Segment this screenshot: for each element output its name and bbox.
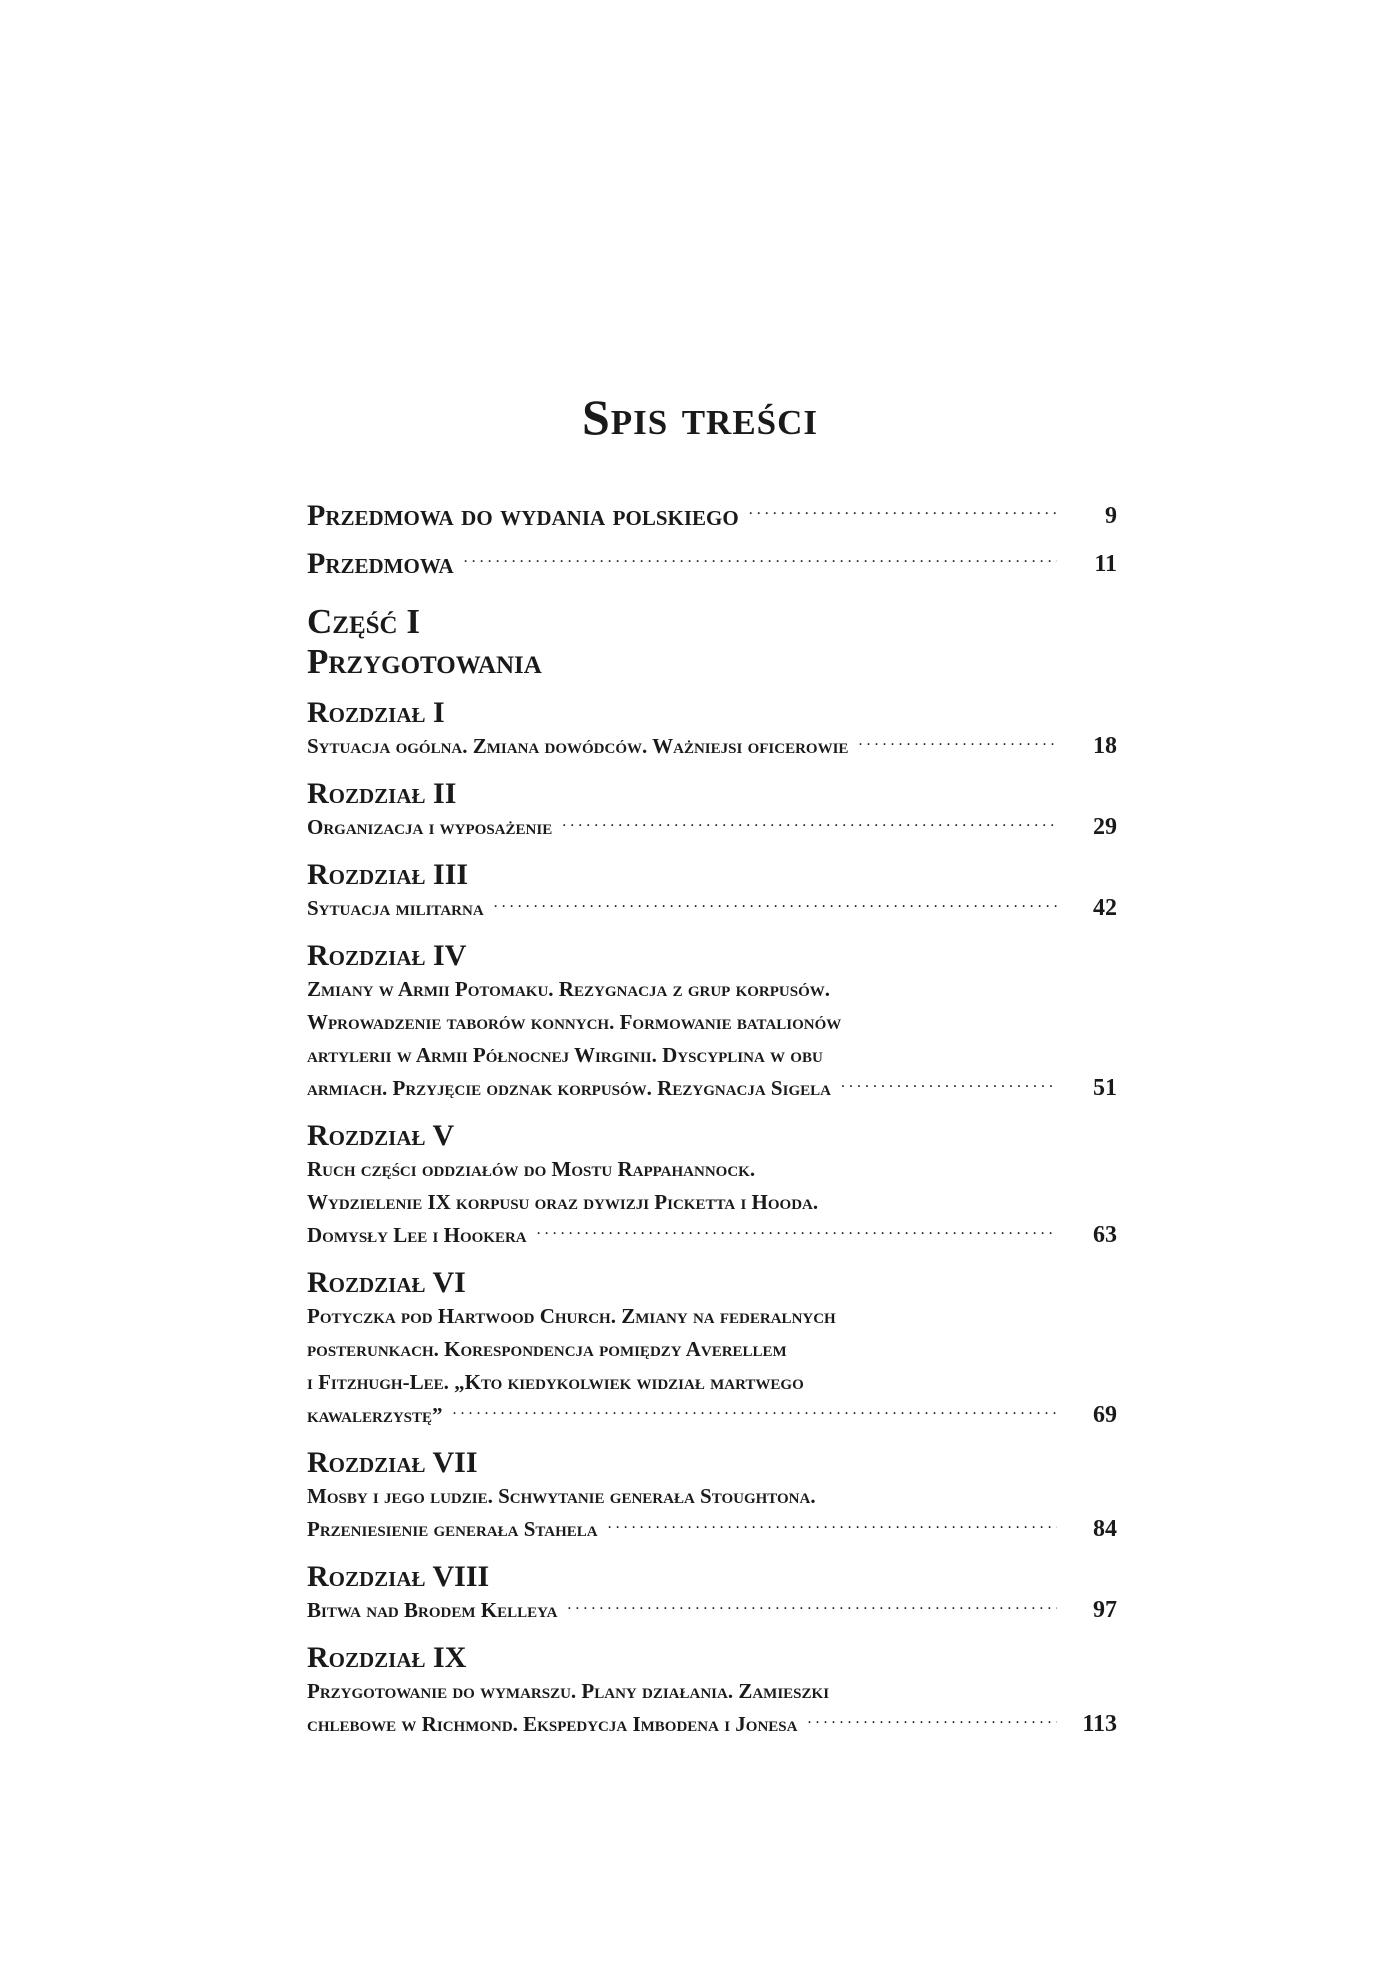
chapter-description-line: chlebowe w Richmond. Ekspedycja Imbodena i Jonesa (307, 1712, 798, 1736)
toc-entry-title: Przedmowa do wydania polskiego (307, 499, 739, 532)
chapter-description-line: kawalerzystę” (307, 1403, 443, 1427)
chapter-last-line (307, 1708, 1117, 1741)
chapter-description (307, 1300, 1117, 1432)
chapter-entry[interactable] (307, 1641, 1117, 1741)
chapter-entry[interactable] (307, 777, 1117, 844)
dot-leader (749, 490, 1057, 530)
chapter-last-line (307, 1219, 1117, 1252)
dot-leader (562, 805, 1057, 838)
chapter-description-line: Bitwa nad Brodem Kelleya (307, 1598, 558, 1622)
part-number: Część I (307, 602, 420, 641)
toc-page-number: 113 (1082, 1711, 1117, 1737)
chapter-list (307, 696, 1117, 1741)
chapter-description (307, 892, 1117, 925)
part-title: Przygotowania (307, 642, 542, 681)
chapter-last-line (307, 1594, 1117, 1627)
table-of-contents (307, 496, 1117, 1741)
dot-leader (807, 1702, 1057, 1735)
chapter-description-line: posterunkach. Korespondencja pomiędzy Averellem (307, 1337, 787, 1361)
toc-page-number: 63 (1093, 1222, 1117, 1248)
chapter-description-line: Przeniesienie generała Stahela (307, 1517, 598, 1541)
chapter-description-line: Organizacja i wyposażenie (307, 815, 553, 839)
chapter-heading: Rozdział II (307, 777, 457, 810)
chapter-entry[interactable] (307, 1266, 1117, 1432)
toc-page-number: 18 (1093, 733, 1117, 759)
chapter-last-line (307, 1399, 1117, 1432)
chapter-last-line (307, 811, 1117, 844)
chapter-description-line: Potyczka pod Hartwood Church. Zmiany na federalnych (307, 1304, 836, 1328)
chapter-description-line: Sytuacja militarna (307, 896, 484, 920)
toc-entry-title: Przedmowa (307, 547, 454, 580)
chapter-description-line: artylerii w Armii Północnej Wirginii. Dyscyplina w obu (307, 1043, 823, 1067)
chapter-description-line: i Fitzhugh-Lee. „Kto kiedykolwiek widział martwego (307, 1370, 804, 1394)
chapter-description (307, 1480, 1117, 1546)
toc-page-number: 69 (1093, 1402, 1117, 1428)
chapter-heading: Rozdział III (307, 858, 469, 891)
toc-page-number: 9 (1105, 503, 1117, 529)
chapter-description-line: armiach. Przyjęcie odznak korpusów. Rezygnacja Sigela (307, 1076, 831, 1100)
toc-page-number: 84 (1093, 1516, 1117, 1542)
dot-leader (841, 1066, 1057, 1099)
toc-entry-front-1[interactable] (307, 544, 1117, 584)
chapter-heading: Rozdział IV (307, 939, 467, 972)
dot-leader (567, 1588, 1057, 1621)
chapter-description-line: Ruch części oddziałów do Mostu Rappahannock. (307, 1157, 756, 1181)
page-title: Spis treści (581, 389, 819, 445)
dot-leader (858, 724, 1057, 757)
chapter-description-line: Mosby i jego ludzie. Schwytanie generała Stoughtona. (307, 1484, 816, 1508)
chapter-entry[interactable] (307, 1560, 1117, 1627)
dot-leader (537, 1213, 1057, 1246)
chapter-entry[interactable] (307, 939, 1117, 1105)
chapter-heading: Rozdział V (307, 1119, 455, 1152)
dot-leader (608, 1507, 1057, 1540)
chapter-last-line (307, 1513, 1117, 1546)
chapter-entry[interactable] (307, 1119, 1117, 1252)
chapter-description-line: Wprowadzenie taborów konnych. Formowanie batalionów (307, 1010, 842, 1034)
part-heading (307, 602, 1117, 682)
chapter-heading: Rozdział VII (307, 1446, 478, 1479)
chapter-last-line (307, 730, 1117, 763)
chapter-last-line (307, 1072, 1117, 1105)
toc-page-number: 51 (1093, 1075, 1117, 1101)
toc-entry-front-0[interactable] (307, 496, 1117, 536)
chapter-last-line (307, 892, 1117, 925)
dot-leader (464, 538, 1057, 578)
toc-page-number: 29 (1093, 814, 1117, 840)
toc-page-number: 42 (1093, 895, 1117, 921)
chapter-description (307, 1675, 1117, 1741)
chapter-heading: Rozdział VIII (307, 1560, 490, 1593)
chapter-description (307, 730, 1117, 763)
chapter-description-line: Przygotowanie do wymarszu. Plany działania. Zamieszki (307, 1679, 830, 1703)
toc-page-number: 97 (1093, 1597, 1117, 1623)
chapter-heading: Rozdział VI (307, 1266, 466, 1299)
chapter-heading: Rozdział I (307, 696, 445, 729)
toc-page-number: 11 (1094, 551, 1117, 577)
chapter-entry[interactable] (307, 696, 1117, 763)
chapter-entry[interactable] (307, 858, 1117, 925)
chapter-description (307, 811, 1117, 844)
chapter-description-line: Sytuacja ogólna. Zmiana dowódców. Ważniejsi oficerowie (307, 734, 849, 758)
chapter-description-line: Wydzielenie IX korpusu oraz dywizji Picketta i Hooda. (307, 1190, 819, 1214)
chapter-description (307, 973, 1117, 1105)
chapter-description-line: Zmiany w Armii Potomaku. Rezygnacja z grup korpusów. (307, 977, 830, 1001)
dot-leader (494, 886, 1057, 919)
chapter-description (307, 1153, 1117, 1252)
dot-leader (453, 1393, 1057, 1426)
chapter-entry[interactable] (307, 1446, 1117, 1546)
chapter-description-line: Domysły Lee i Hookera (307, 1223, 527, 1247)
chapter-heading: Rozdział IX (307, 1641, 467, 1674)
chapter-description (307, 1594, 1117, 1627)
